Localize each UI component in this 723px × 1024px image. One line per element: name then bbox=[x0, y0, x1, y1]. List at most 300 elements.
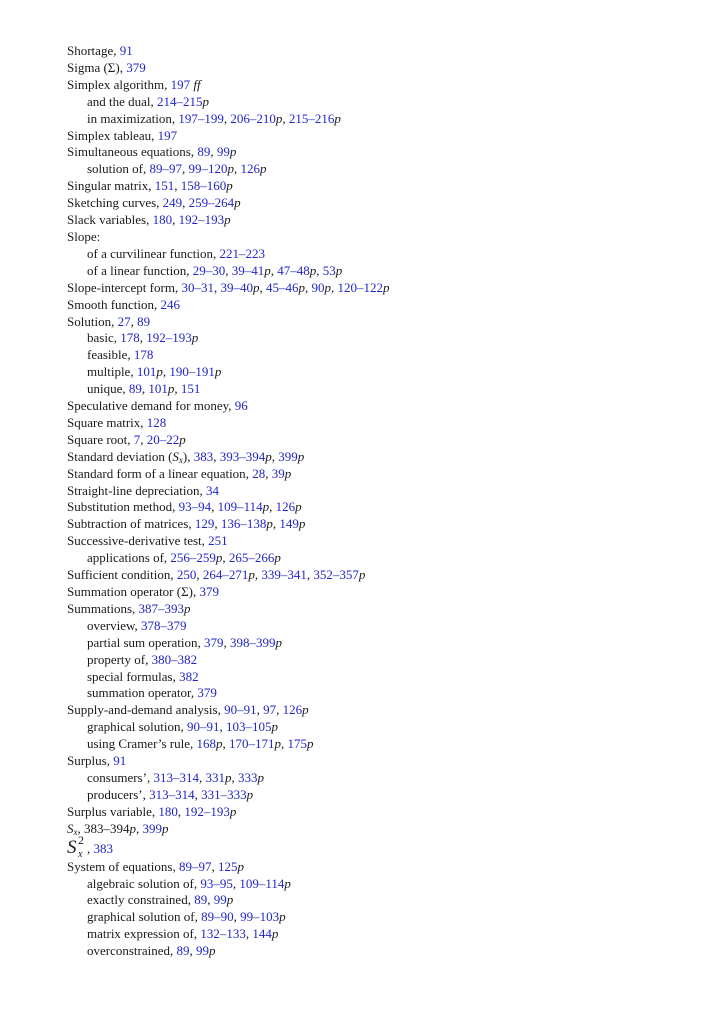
index-term bbox=[87, 330, 114, 345]
page-ref-link[interactable] bbox=[189, 195, 241, 210]
page-ref-link[interactable] bbox=[157, 94, 209, 109]
term-text: exactly constrained bbox=[87, 892, 188, 908]
page-ref-link[interactable] bbox=[217, 144, 237, 159]
page-ref-link[interactable] bbox=[229, 550, 281, 565]
separator: , bbox=[146, 212, 153, 228]
page-ref-link[interactable] bbox=[230, 635, 282, 650]
page-ref-link[interactable] bbox=[205, 770, 231, 785]
page-number: 249 bbox=[162, 195, 183, 211]
page-number: 214–215 bbox=[157, 93, 203, 109]
index-subentry bbox=[67, 652, 687, 669]
page-ref-link[interactable] bbox=[178, 111, 224, 126]
page-suffix: p bbox=[302, 702, 309, 718]
page-ref-link[interactable] bbox=[240, 909, 286, 924]
page-number: 331–333 bbox=[201, 786, 247, 802]
page-ref-link[interactable] bbox=[323, 263, 343, 278]
index-subentry bbox=[67, 787, 687, 804]
page-ref-link[interactable] bbox=[113, 753, 126, 768]
page-ref-link[interactable] bbox=[147, 415, 167, 430]
term-text: Subtraction of matrices bbox=[67, 516, 189, 532]
page-ref-link[interactable] bbox=[220, 449, 272, 464]
term-text: algebraic solution of bbox=[87, 875, 194, 891]
page-ref-link[interactable] bbox=[177, 943, 190, 958]
page-ref-link[interactable] bbox=[208, 533, 228, 548]
page-ref-link[interactable] bbox=[152, 652, 198, 667]
page-number: 149 bbox=[279, 516, 299, 532]
page-number: 125 bbox=[217, 858, 238, 874]
page-ref-link[interactable] bbox=[179, 859, 212, 874]
page-ref-link[interactable] bbox=[196, 943, 216, 958]
page-ref-link[interactable] bbox=[226, 719, 278, 734]
page-number: 256–259 bbox=[170, 550, 216, 566]
page-number: 120–122 bbox=[337, 279, 383, 295]
separator: , bbox=[180, 719, 188, 735]
page-ref-link[interactable] bbox=[283, 702, 309, 717]
separator: , bbox=[174, 178, 181, 194]
page-ref-link[interactable] bbox=[199, 584, 219, 599]
page-number: 47–48 bbox=[277, 262, 310, 278]
page-number: 45–46 bbox=[265, 279, 299, 295]
index-subentry bbox=[67, 347, 687, 364]
page-ref-link[interactable] bbox=[288, 736, 314, 751]
page-suffix: p bbox=[129, 820, 136, 836]
page-number: 96 bbox=[234, 398, 248, 414]
separator: , bbox=[187, 892, 195, 908]
page-ref-link[interactable] bbox=[235, 398, 248, 413]
separator: , bbox=[113, 43, 120, 58]
separator: , bbox=[130, 313, 138, 329]
term-text: System of equations bbox=[67, 858, 173, 874]
index-term bbox=[67, 584, 193, 599]
separator: , bbox=[197, 634, 204, 650]
separator: , bbox=[330, 279, 338, 295]
term-text: matrix expression of bbox=[87, 926, 194, 942]
term-text: multiple bbox=[87, 364, 131, 380]
separator: , bbox=[151, 127, 158, 143]
index-term bbox=[87, 618, 135, 633]
page-number: 379 bbox=[199, 584, 219, 599]
page-ref-link[interactable] bbox=[94, 841, 114, 856]
index-subentry bbox=[67, 669, 687, 686]
separator: , bbox=[181, 161, 189, 177]
separator: , bbox=[219, 719, 227, 735]
term-text: Summations bbox=[67, 600, 133, 616]
page-ref-link[interactable] bbox=[147, 432, 186, 447]
page-number: 128 bbox=[146, 414, 167, 430]
page-ref-link[interactable] bbox=[120, 330, 140, 345]
page-number: 313–314 bbox=[153, 769, 199, 785]
page-suffix: p bbox=[226, 892, 234, 908]
index-term bbox=[67, 144, 191, 159]
page-ref-link[interactable] bbox=[201, 909, 234, 924]
page-ref-link[interactable] bbox=[148, 381, 174, 396]
page-ref-link[interactable] bbox=[161, 297, 181, 312]
term-text: consumers’ bbox=[87, 769, 147, 785]
page-ref-link[interactable] bbox=[120, 43, 133, 58]
separator: , bbox=[190, 144, 198, 160]
separator: , bbox=[304, 279, 312, 295]
separator: , bbox=[171, 110, 179, 126]
page-ref-link[interactable] bbox=[219, 246, 265, 261]
page-number: 399 bbox=[142, 820, 162, 836]
page-ref-link[interactable] bbox=[266, 280, 305, 295]
page-ref-link[interactable] bbox=[229, 736, 281, 751]
page-ref-link[interactable] bbox=[195, 516, 215, 531]
index-entry bbox=[67, 297, 687, 314]
page-number: 250 bbox=[176, 567, 197, 583]
separator: , bbox=[192, 584, 200, 599]
separator: , bbox=[271, 448, 279, 464]
index-term bbox=[67, 859, 172, 874]
page-ref-link[interactable] bbox=[155, 178, 175, 193]
index-term bbox=[87, 876, 194, 891]
term-text: of a curvilinear function bbox=[87, 245, 213, 261]
separator: , bbox=[198, 769, 206, 785]
page-ref-link[interactable] bbox=[163, 195, 183, 210]
separator: , bbox=[170, 567, 177, 583]
index-term bbox=[67, 449, 187, 464]
index-entry bbox=[67, 702, 687, 719]
page-suffix: p bbox=[295, 499, 302, 515]
term-text: Speculative demand for money bbox=[67, 398, 229, 414]
page-number: 99 bbox=[196, 943, 210, 959]
term-text: Substitution method bbox=[67, 499, 173, 515]
index-term bbox=[87, 364, 130, 379]
index-term bbox=[87, 926, 194, 941]
page-ref-link[interactable] bbox=[170, 550, 222, 565]
index-term bbox=[87, 263, 186, 278]
page-ref-link[interactable] bbox=[158, 804, 178, 819]
term-text: graphical solution bbox=[87, 719, 181, 735]
page-ref-link[interactable] bbox=[239, 876, 291, 891]
separator: , bbox=[163, 550, 171, 566]
page-suffix: p bbox=[246, 786, 254, 802]
separator: , bbox=[141, 381, 149, 397]
term-text: property of bbox=[87, 651, 146, 667]
separator: , bbox=[211, 499, 218, 515]
page-number: 39–41 bbox=[231, 262, 265, 278]
page-ref-link[interactable] bbox=[261, 567, 307, 582]
index-subentry bbox=[67, 550, 687, 567]
separator: , bbox=[186, 262, 193, 278]
index-subentry bbox=[67, 246, 687, 263]
term-text: basic bbox=[87, 330, 114, 346]
page-ref-link[interactable] bbox=[230, 111, 282, 126]
term-text: summation operator bbox=[87, 685, 191, 701]
page-ref-link[interactable] bbox=[201, 787, 253, 802]
page-ref-link[interactable] bbox=[179, 669, 199, 684]
page-ref-link[interactable] bbox=[311, 280, 331, 295]
term-text: Surplus bbox=[67, 753, 107, 769]
separator: , bbox=[151, 803, 159, 819]
page-number: 109–114 bbox=[217, 499, 263, 515]
separator: , bbox=[140, 431, 147, 447]
page-suffix: p bbox=[284, 875, 291, 891]
page-suffix: p bbox=[252, 279, 260, 295]
page-ref-link[interactable] bbox=[214, 892, 234, 907]
page-ref-link[interactable] bbox=[240, 161, 266, 176]
separator: , bbox=[164, 76, 171, 92]
index-term bbox=[87, 770, 147, 785]
page-number: 27 bbox=[117, 313, 131, 329]
page-ref-link[interactable] bbox=[194, 449, 214, 464]
index-entry bbox=[67, 144, 687, 161]
page-number: 387–393 bbox=[138, 600, 185, 616]
page-ref-link[interactable] bbox=[171, 77, 201, 92]
page-number: 168 bbox=[196, 736, 217, 752]
page-number: 383 bbox=[93, 840, 113, 856]
page-suffix: p bbox=[156, 364, 163, 380]
index-subentry bbox=[67, 685, 687, 702]
page-number: 89 bbox=[194, 892, 208, 908]
page-ref-link[interactable] bbox=[200, 926, 246, 941]
page-suffix: p bbox=[309, 262, 317, 278]
page-ref-link[interactable] bbox=[149, 161, 182, 176]
page-number: 126 bbox=[240, 161, 260, 177]
page-ref-link[interactable] bbox=[279, 516, 305, 531]
page-number: 378–379 bbox=[141, 617, 187, 633]
page-number: 264–271 bbox=[202, 567, 249, 583]
index-term bbox=[67, 832, 87, 860]
page-number: 175 bbox=[287, 736, 308, 752]
index-subentry bbox=[67, 618, 687, 635]
separator: , bbox=[182, 195, 189, 211]
separator: , bbox=[245, 465, 253, 481]
term-text: Slack variables bbox=[67, 212, 147, 228]
separator: , bbox=[193, 875, 201, 891]
page-suffix: p bbox=[265, 448, 272, 464]
page-ref-link[interactable] bbox=[126, 60, 146, 75]
index-term bbox=[67, 821, 78, 836]
page-ref-link[interactable] bbox=[137, 314, 150, 329]
page-ref-link[interactable] bbox=[337, 280, 389, 295]
symbol-subscript: x bbox=[78, 848, 83, 860]
page-ref-link[interactable] bbox=[179, 499, 212, 514]
page-ref-link[interactable] bbox=[188, 161, 234, 176]
page-ref-link[interactable] bbox=[193, 263, 226, 278]
page-ref-link[interactable] bbox=[272, 466, 292, 481]
page-ref-link[interactable] bbox=[153, 770, 199, 785]
page-number: 151 bbox=[180, 381, 201, 397]
term-text: graphical solution of bbox=[87, 909, 195, 925]
index-subentry bbox=[67, 94, 687, 111]
separator: , bbox=[233, 161, 241, 177]
page-number: 180 bbox=[158, 803, 178, 819]
page-number: 339–341 bbox=[261, 567, 307, 583]
page-number: 382 bbox=[179, 668, 199, 684]
separator: , bbox=[77, 820, 84, 836]
page-ref-link[interactable] bbox=[146, 330, 198, 345]
term-text: solution of bbox=[87, 161, 143, 177]
separator: , bbox=[113, 330, 121, 346]
page-suffix: ff bbox=[190, 76, 201, 92]
index-entry bbox=[67, 398, 687, 415]
page-ref-link[interactable] bbox=[139, 601, 191, 616]
separator: , bbox=[214, 516, 221, 532]
page-ref-link[interactable] bbox=[204, 635, 224, 650]
page-ref-link[interactable] bbox=[220, 280, 259, 295]
index-entry bbox=[67, 60, 687, 77]
separator: , bbox=[156, 195, 163, 211]
page-ref-link[interactable] bbox=[221, 516, 273, 531]
separator: , bbox=[193, 926, 201, 942]
page-suffix: p bbox=[191, 330, 199, 346]
term-text: Square root bbox=[67, 431, 128, 447]
page-number: 129 bbox=[194, 516, 215, 532]
index-term bbox=[67, 43, 113, 58]
page-ref-link[interactable] bbox=[289, 111, 341, 126]
page-ref-link[interactable] bbox=[184, 804, 236, 819]
page-suffix: p bbox=[274, 736, 282, 752]
page-number: 89 bbox=[197, 144, 211, 160]
page-suffix: p bbox=[271, 926, 279, 942]
page-ref-link[interactable] bbox=[252, 926, 278, 941]
separator: , bbox=[127, 431, 134, 447]
page-ref-link[interactable] bbox=[197, 144, 210, 159]
index-subentry bbox=[67, 926, 687, 943]
page-ref-link[interactable] bbox=[252, 466, 265, 481]
index-entry bbox=[67, 195, 687, 212]
index-entry bbox=[67, 449, 687, 466]
index-term bbox=[87, 635, 197, 650]
page-ref-link[interactable] bbox=[187, 719, 220, 734]
separator: , bbox=[187, 448, 194, 464]
index-subentry bbox=[67, 876, 687, 893]
page-ref-link[interactable] bbox=[137, 364, 163, 379]
page-ref-link[interactable] bbox=[206, 483, 219, 498]
page-ref-link[interactable] bbox=[129, 381, 142, 396]
index-term bbox=[67, 128, 151, 143]
page-ref-link[interactable] bbox=[218, 499, 270, 514]
page-ref-link[interactable] bbox=[149, 787, 195, 802]
separator: , bbox=[174, 279, 182, 295]
index-term bbox=[87, 652, 145, 667]
page-suffix: p bbox=[229, 144, 237, 160]
page-ref-link[interactable] bbox=[181, 280, 214, 295]
page-ref-link[interactable] bbox=[134, 347, 154, 362]
term-text: Solution bbox=[67, 313, 112, 329]
separator: , bbox=[245, 926, 253, 942]
page-ref-link[interactable] bbox=[197, 736, 223, 751]
page-number: 197 bbox=[157, 127, 178, 143]
page-ref-link[interactable] bbox=[203, 567, 255, 582]
page-suffix: p bbox=[275, 110, 283, 126]
page-number: 352–357 bbox=[313, 567, 359, 583]
page-ref-link[interactable] bbox=[118, 314, 131, 329]
page-ref-link[interactable] bbox=[313, 567, 365, 582]
index-subentry bbox=[67, 381, 687, 398]
separator: , bbox=[213, 279, 221, 295]
variance-symbol bbox=[67, 832, 87, 860]
page-number: 190–191 bbox=[169, 364, 215, 380]
term-text: feasible bbox=[87, 347, 128, 363]
page-number: 126 bbox=[275, 499, 296, 515]
index-entry bbox=[67, 821, 687, 838]
index-term bbox=[87, 94, 151, 109]
index-entry bbox=[67, 516, 687, 533]
page-suffix: p bbox=[162, 820, 169, 836]
index-term bbox=[67, 516, 188, 531]
page-number: 53 bbox=[322, 262, 336, 278]
page-ref-link[interactable] bbox=[158, 128, 178, 143]
term-text: Sketching curves bbox=[67, 195, 157, 211]
page-ref-link[interactable] bbox=[181, 381, 201, 396]
page-suffix: p bbox=[227, 161, 234, 177]
page-ref-link[interactable] bbox=[141, 618, 187, 633]
page-ref-link[interactable] bbox=[194, 892, 207, 907]
page-ref-link[interactable] bbox=[181, 178, 233, 193]
separator: , bbox=[194, 909, 202, 925]
separator: , bbox=[142, 786, 150, 802]
separator: , bbox=[316, 262, 323, 278]
separator: , bbox=[150, 93, 158, 109]
page-suffix: p bbox=[275, 634, 282, 650]
page-suffix: p bbox=[266, 516, 273, 532]
page-ref-link[interactable] bbox=[177, 567, 197, 582]
page-number: 197 bbox=[170, 76, 191, 92]
page-number: 178 bbox=[133, 347, 154, 363]
separator: , bbox=[172, 212, 179, 228]
page-ref-link[interactable] bbox=[232, 263, 271, 278]
index-term bbox=[67, 77, 164, 92]
separator: , bbox=[172, 499, 179, 515]
page-ref-link[interactable] bbox=[153, 212, 173, 227]
page-suffix: p bbox=[297, 448, 305, 464]
index-term bbox=[87, 161, 143, 176]
page-ref-link[interactable] bbox=[143, 821, 169, 836]
page-ref-link[interactable] bbox=[276, 499, 302, 514]
term-text: Straight-line depreciation bbox=[67, 482, 200, 498]
page-ref-link[interactable] bbox=[277, 263, 316, 278]
page-suffix: p bbox=[237, 858, 244, 874]
page-number: 91 bbox=[113, 753, 127, 769]
page-ref-link[interactable] bbox=[278, 449, 304, 464]
page-suffix: p bbox=[298, 279, 305, 295]
separator: , bbox=[210, 144, 217, 160]
page-suffix: p bbox=[224, 212, 231, 228]
separator: , bbox=[201, 533, 209, 549]
page-ref-link[interactable] bbox=[238, 770, 264, 785]
page-number: 178 bbox=[120, 330, 140, 346]
index-entry bbox=[67, 229, 687, 246]
page-ref-link[interactable] bbox=[197, 685, 217, 700]
page-ref-link[interactable] bbox=[218, 859, 244, 874]
page-ref-link[interactable] bbox=[84, 821, 136, 836]
page-ref-link[interactable] bbox=[263, 702, 276, 717]
index-term bbox=[67, 229, 100, 244]
term-text: partial sum operation bbox=[87, 634, 198, 650]
index-entry bbox=[67, 533, 687, 550]
index-term bbox=[67, 533, 202, 548]
index-term bbox=[67, 178, 148, 193]
page-number: 89 bbox=[137, 313, 151, 329]
page-ref-link[interactable] bbox=[179, 212, 231, 227]
index-entry bbox=[67, 483, 687, 500]
page-number: 132–133 bbox=[200, 926, 246, 942]
page-number: 99–120 bbox=[188, 161, 228, 177]
page-number: 90–91 bbox=[224, 702, 257, 718]
index-term bbox=[87, 669, 173, 684]
page-suffix: p bbox=[215, 550, 223, 566]
index-entry bbox=[67, 43, 687, 60]
page-ref-link[interactable] bbox=[200, 876, 233, 891]
index-subentry bbox=[67, 909, 687, 926]
page-number: 103–105 bbox=[226, 719, 272, 735]
page-suffix: p bbox=[202, 93, 210, 109]
page-number: 93–95 bbox=[200, 875, 233, 891]
page-ref-link[interactable] bbox=[224, 702, 257, 717]
page-ref-link[interactable] bbox=[169, 364, 221, 379]
